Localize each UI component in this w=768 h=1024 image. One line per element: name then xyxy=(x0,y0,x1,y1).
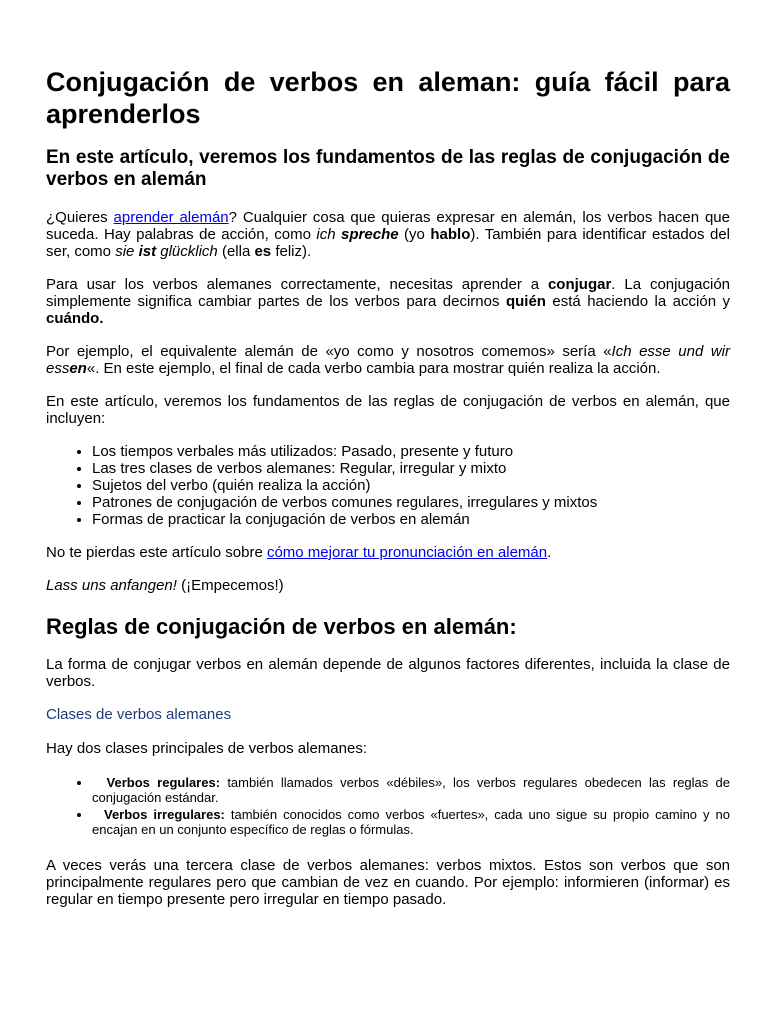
paragraph-mixtos: A veces verás una tercera clase de verbos alemanes: verbos mixtos. Estos son verbos que son principalmente regulares pero que cambian de vez en cuando. Por ejemplo: informieren (informar) es regular en tiempo presente pero irregular en tiempo pasado. xyxy=(46,857,730,908)
paragraph-empecemos: Lass uns anfangen! (¡Empecemos!) xyxy=(46,577,284,594)
aprender-aleman-link[interactable]: aprender alemán xyxy=(113,209,229,226)
list-item: • Formas de practicar la conjugación de verbos en alemán xyxy=(92,511,730,528)
list-item: • Las tres clases de verbos alemanes: Regular, irregular y mixto xyxy=(92,460,730,477)
paragraph-ejemplo: Por ejemplo, el equivalente alemán de «yo como y nosotros comemos» sería «Ich esse und wir essen«. En este ejemplo, el final de cada verbo cambia para mostrar quién realiza la acción. xyxy=(46,343,730,377)
topics-list xyxy=(46,443,730,528)
intro-heading: En este artículo, veremos los fundamentos de las reglas de conjugación de verbos en alemán xyxy=(46,147,730,190)
page-title: Conjugación de verbos en aleman: guía fácil para aprenderlos xyxy=(46,67,730,129)
list-item: • Patrones de conjugación de verbos comunes regulares, irregulares y mixtos xyxy=(92,494,730,511)
pronunciacion-link[interactable]: cómo mejorar tu pronunciación en alemán xyxy=(266,544,548,561)
paragraph-intro: ¿Quieres aprender alemán? Cualquier cosa que quieras expresar en alemán, los verbos hacen que suceda. Hay palabras de acción, como ich spreche (yo hablo). También para identificar estados del ser, como sie ist glücklich (ella es feliz). xyxy=(46,209,731,260)
list-item: • Verbos regulares: también llamados verbos «débiles», los verbos regulares obedecen las reglas de conjugación estándar. xyxy=(92,775,730,805)
verb-classes-list xyxy=(46,775,730,837)
section-heading: Reglas de conjugación de verbos en alemán: xyxy=(46,614,517,639)
list-item: • Los tiempos verbales más utilizados: Pasado, presente y futuro xyxy=(92,443,730,460)
subsection-heading: Clases de verbos alemanes xyxy=(46,706,232,723)
paragraph-dos-clases: Hay dos clases principales de verbos alemanes: xyxy=(46,740,367,757)
class-term: Verbos regulares: xyxy=(106,775,221,790)
paragraph-forma: La forma de conjugar verbos en alemán depende de algunos factores diferentes, incluida la clase de verbos. xyxy=(46,656,730,690)
list-item: • Sujetos del verbo (quién realiza la acción) xyxy=(92,477,730,494)
paragraph-conjugar: Para usar los verbos alemanes correctamente, necesitas aprender a conjugar. La conjugación simplemente significa cambiar partes de los verbos para decirnos quién está haciendo la acción y cuándo. xyxy=(46,276,730,327)
list-item: • Verbos irregulares: también conocidos como verbos «fuertes», cada uno sigue su propio camino y no encajan en un conjunto específico de reglas o fórmulas. xyxy=(92,807,730,837)
paragraph-incluyen: En este artículo, veremos los fundamentos de las reglas de conjugación de verbos en alemán, que incluyen: xyxy=(46,393,730,427)
paragraph-pronunciacion: No te pierdas este artículo sobre cómo mejorar tu pronunciación en alemán. xyxy=(46,544,552,561)
class-term: Verbos irregulares: xyxy=(104,807,225,822)
